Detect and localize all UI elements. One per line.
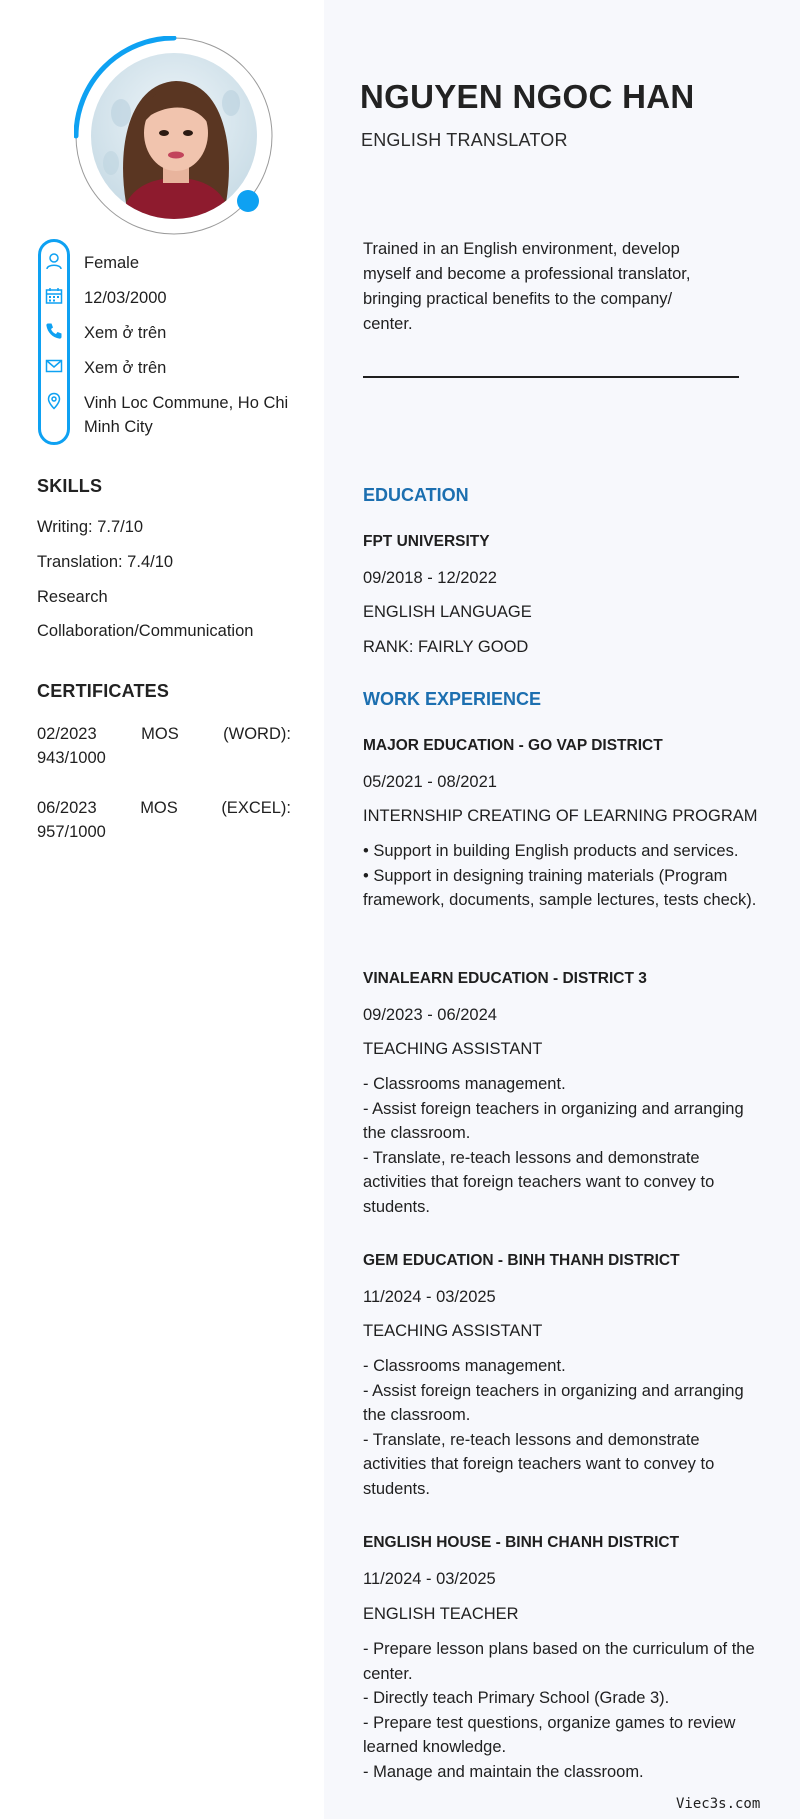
job-company: VINALEARN EDUCATION - DISTRICT 3 bbox=[363, 970, 647, 987]
job-role: ENGLISH TEACHER bbox=[363, 1605, 519, 1623]
address-line-1: Vinh Loc Commune, Ho Chi bbox=[84, 394, 289, 412]
certificate-score: 957/1000 bbox=[37, 823, 106, 841]
avatar-frame bbox=[74, 36, 274, 236]
candidate-name: NGUYEN NGOC HAN bbox=[360, 78, 695, 115]
job-detail-line: - Translate, re-teach lessons and demonstrate activities that foreign teachers want to convey to students. bbox=[363, 1148, 715, 1216]
job-detail-line: - Assist foreign teachers in organizing and arranging the classroom. bbox=[363, 1099, 744, 1142]
job-detail-line: • Support in building English products and services. bbox=[363, 842, 739, 860]
education-school: FPT UNIVERSITY bbox=[363, 533, 490, 550]
divider bbox=[363, 376, 739, 378]
job-company: ENGLISH HOUSE - BINH CHANH DISTRICT bbox=[363, 1534, 680, 1551]
certificate-type: (EXCEL): bbox=[221, 799, 291, 817]
job-detail-line: - Classrooms management. bbox=[363, 1357, 566, 1375]
job-role: INTERNSHIP CREATING OF LEARNING PROGRAM bbox=[363, 807, 758, 825]
job-details bbox=[363, 1637, 763, 1784]
certificate-item bbox=[37, 722, 291, 770]
job-period: 05/2021 - 08/2021 bbox=[363, 773, 497, 791]
skills-title: SKILLS bbox=[37, 476, 103, 496]
user-icon bbox=[41, 248, 67, 274]
work-experience-title: WORK EXPERIENCE bbox=[363, 689, 542, 709]
address-text bbox=[84, 391, 304, 439]
certificates-title: CERTIFICATES bbox=[37, 681, 170, 701]
address-line-2: Minh City bbox=[84, 418, 153, 436]
phone-text: Xem ở trên bbox=[84, 324, 167, 342]
avatar-photo bbox=[91, 53, 257, 219]
certificate-score: 943/1000 bbox=[37, 749, 106, 767]
job-role: TEACHING ASSISTANT bbox=[363, 1040, 543, 1058]
education-major: ENGLISH LANGUAGE bbox=[363, 603, 532, 621]
job-detail-line: - Translate, re-teach lessons and demonstrate activities that foreign teachers want to convey to students. bbox=[363, 1430, 715, 1498]
job-period: 09/2023 - 06/2024 bbox=[363, 1006, 497, 1024]
job-detail-line: - Assist foreign teachers in organizing and arranging the classroom. bbox=[363, 1381, 744, 1424]
skill-item: Research bbox=[37, 588, 108, 606]
job-company: GEM EDUCATION - BINH THANH DISTRICT bbox=[363, 1252, 680, 1269]
job-details bbox=[363, 1072, 763, 1219]
certificate-name: MOS bbox=[141, 725, 179, 743]
job-details bbox=[363, 839, 763, 913]
job-detail-line: - Manage and maintain the classroom. bbox=[363, 1762, 644, 1781]
education-rank: RANK: FAIRLY GOOD bbox=[363, 638, 529, 656]
job-title: ENGLISH TRANSLATOR bbox=[361, 130, 568, 150]
certificate-date: 02/2023 bbox=[37, 725, 97, 743]
calendar-icon bbox=[41, 283, 67, 309]
birthday-text: 12/03/2000 bbox=[84, 289, 167, 307]
map-pin-icon bbox=[41, 388, 67, 414]
certificate-name: MOS bbox=[140, 799, 178, 817]
career-summary: Trained in an English environment, develop myself and become a professional translator, bringing practical benefits to the company/ center. bbox=[363, 240, 691, 333]
skill-item: Collaboration/Communication bbox=[37, 622, 254, 640]
gender-text: Female bbox=[84, 254, 140, 272]
job-detail-line: - Classrooms management. bbox=[363, 1075, 566, 1093]
job-detail-line: - Directly teach Primary School (Grade 3). bbox=[363, 1689, 670, 1707]
avatar bbox=[91, 53, 257, 219]
skill-item: Writing: 7.7/10 bbox=[37, 518, 144, 536]
phone-icon bbox=[41, 318, 67, 344]
job-period: 11/2024 - 03/2025 bbox=[363, 1288, 496, 1306]
skill-item: Translation: 7.4/10 bbox=[37, 553, 174, 571]
job-company: MAJOR EDUCATION - GO VAP DISTRICT bbox=[363, 737, 663, 754]
footer-watermark: Viec3s.com bbox=[676, 1796, 761, 1812]
job-detail-line: • Support in designing training materials (Program framework, documents, sample lectures, tests check). bbox=[363, 866, 757, 909]
envelope-icon bbox=[41, 353, 67, 379]
job-details bbox=[363, 1354, 763, 1501]
education-title: EDUCATION bbox=[363, 485, 469, 505]
job-detail-line: - Prepare test questions, organize games to review learned knowledge. bbox=[363, 1713, 736, 1756]
job-period: 11/2024 - 03/2025 bbox=[363, 1570, 496, 1588]
education-period: 09/2018 - 12/2022 bbox=[363, 569, 497, 587]
certificate-date: 06/2023 bbox=[37, 799, 97, 817]
job-detail-line: - Prepare lesson plans based on the curriculum of the center. bbox=[363, 1640, 755, 1683]
certificate-type: (WORD): bbox=[223, 725, 291, 743]
email-text: Xem ở trên bbox=[84, 359, 167, 377]
job-role: TEACHING ASSISTANT bbox=[363, 1322, 543, 1340]
certificate-item bbox=[37, 796, 291, 844]
